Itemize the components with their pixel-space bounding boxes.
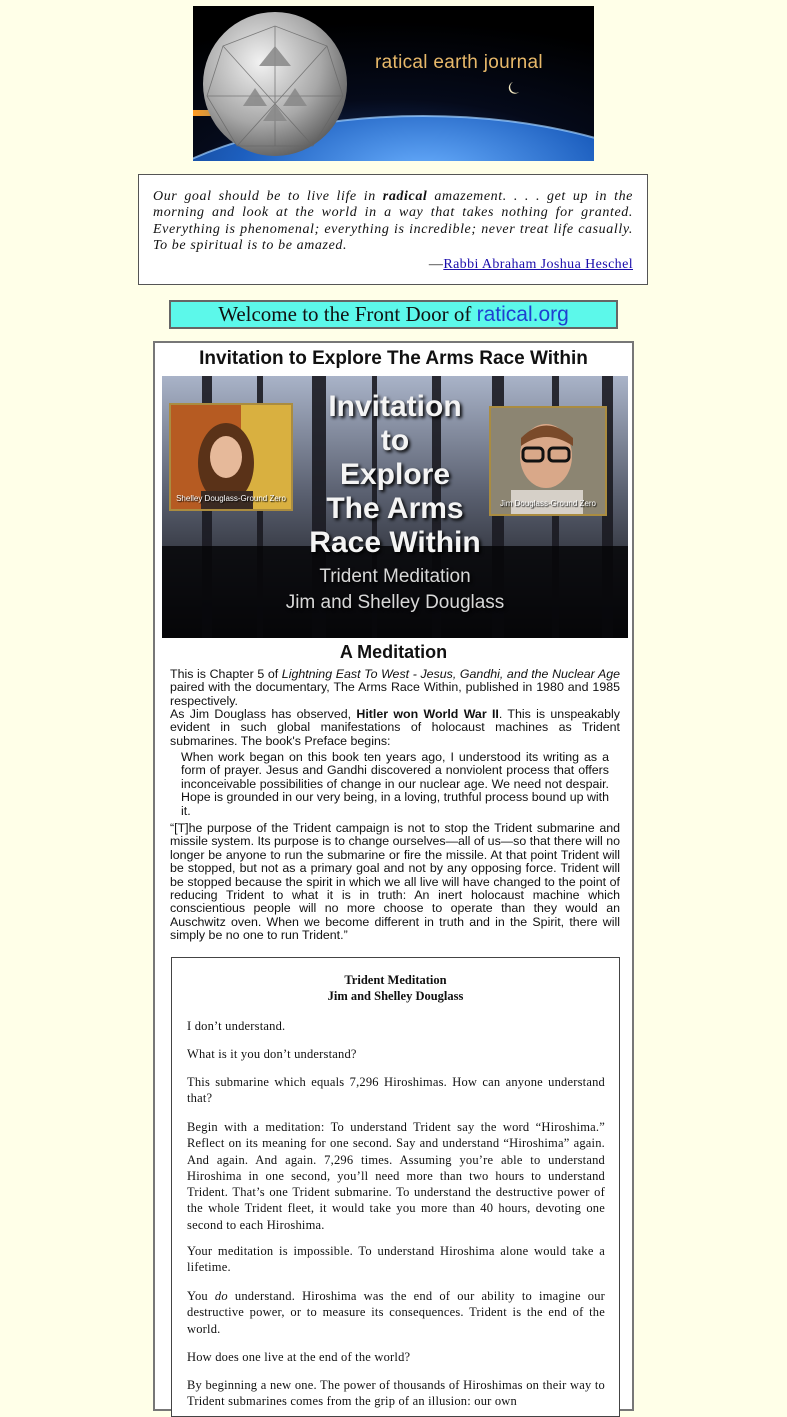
trident-meditation-box: [171, 957, 620, 1417]
quote-text: [153, 189, 633, 255]
intro-text-b: paired with the documentary, The Arms Race Within, published in 1980 and 1985 respectively.: [170, 680, 620, 708]
meditation-line-3: This submarine which equals 7,296 Hiroshimas. How can anyone understand that?: [187, 1075, 605, 1106]
heschel-quote-box: [138, 174, 648, 285]
article-box: [153, 341, 634, 1411]
video-subtitle-2: Jim and Shelley Douglass: [285, 592, 505, 613]
video-title-line-2: to: [380, 424, 410, 457]
intro-text-a: This is Chapter 5 of: [170, 667, 282, 681]
welcome-text: Welcome to the Front Door of: [218, 302, 477, 326]
observation-paragraph: [170, 708, 620, 748]
quote-dash: —: [428, 256, 444, 272]
site-name: ratical.org: [476, 303, 569, 326]
meditation-line-5: Your meditation is impossible. To understand Hiroshima alone would take a lifetime.: [187, 1244, 605, 1275]
meditation-line-7: How does one live at the end of the world?: [187, 1350, 411, 1364]
video-thumbnail[interactable]: [162, 376, 628, 638]
video-title-line-1: Invitation: [328, 390, 462, 423]
meditation-authors: Jim and Shelley Douglass: [327, 989, 464, 1003]
quote-bold-word: radical: [382, 189, 428, 204]
earth-globe-image: [193, 6, 594, 161]
meditation-line-6-em: do: [214, 1289, 228, 1303]
meditation-title: Trident Meditation: [344, 973, 447, 987]
quote-text-before: Our goal should be to live life in: [153, 189, 383, 204]
observation-text-a: As Jim Douglass has observed,: [170, 707, 357, 721]
video-title-line-4: The Arms: [326, 492, 464, 525]
quote-attribution: [153, 257, 633, 273]
shelley-caption: Shelley Douglass-Ground Zero: [176, 494, 286, 503]
intro-paragraph: [170, 668, 620, 708]
meditation-line-6: [187, 1288, 605, 1337]
banner-title: ratical earth journal: [375, 52, 543, 73]
video-subtitle-1: Trident Meditation: [319, 566, 471, 587]
meditation-line-1: I don’t understand.: [187, 1019, 286, 1033]
meditation-line-4: Begin with a meditation: To understand Trident say the word “Hiroshima.” Reflect on its meaning for one second. Say and understand “Hiroshima” again. And again. And again. 7,296 times. Assuming you’re able to understand Hiroshima in one second, you’ll need more than two hours to understand Trident. That’s one Trident submarine. To understand the destructive power of the whole Trident fleet, it would take you more than 40 hours, devoting one second to each Hiroshima.: [187, 1120, 605, 1232]
meditation-line-8: By beginning a new one. The power of thousands of Hiroshimas on their way to Trident submarines comes from the grip of an illusion: our own: [187, 1378, 605, 1409]
jim-caption: Jim Douglass-Ground Zero: [499, 499, 597, 508]
meditation-line-6-b: understand. Hiroshima was the end of our ability to imagine our destructive power, or to measure its consequences. Trident is the end of the world.: [187, 1289, 606, 1336]
trident-campaign-paragraph: “[T]he purpose of the Trident campaign is not to stop the Trident submarine and missile system. Its purpose is to change ourselves—all of us—so that there will no longer be anyone to run the submarine or fire the missile. At that point Trident will be stopped, but not as a primary goal and not by any opposing force. Trident will be stopped because the spirit in which we all live will have changed to the point of reducing Trident to what it is in truth: An inert holocaust machine which conscientious people will no more choose to operate than they would an Auschwitz oven. When we become different in truth and in the Spirit, there will simply be no one to run Trident.”: [170, 821, 620, 943]
quote-text-after: amazement. . . . get up in the morning and look at the world in a way that takes nothing for granted. Everything is phenomenal; everything is incredible; never treat life casually. To be spiritual is to be amazed.: [153, 189, 633, 254]
heschel-link[interactable]: Rabbi Abraham Joshua Heschel: [443, 256, 633, 272]
book-title: Lightning East To West - Jesus, Gandhi, and the Nuclear Age: [281, 667, 620, 681]
welcome-banner: [169, 300, 618, 329]
meditation-heading: A Meditation: [339, 642, 448, 662]
meditation-line-2: What is it you don’t understand?: [187, 1047, 357, 1061]
meditation-line-6-a: You: [187, 1289, 215, 1303]
meditation-box-heading: [172, 972, 619, 1004]
hitler-won-phrase: Hitler won World War II: [356, 707, 499, 721]
article-title: Invitation to Explore The Arms Race Within: [199, 348, 588, 369]
preface-blockquote: When work began on this book ten years ago, I understood its writing as a form of prayer. Jesus and Gandhi discovered a nonviolent process that offers inconceivable possibilities of change in our nuclear age. We need not despair. Hope is grounded in our very being, in a loving, truthful process bound up with it.: [181, 750, 609, 818]
video-title-line-5: Race Within: [309, 526, 481, 559]
video-title-line-3: Explore: [339, 458, 451, 491]
observation-text-b: . This is unspeakably evident in such global manifestations of holocaust machines as Trident submarines. The book's Preface begins:: [170, 707, 620, 748]
site-banner[interactable]: [193, 6, 594, 161]
